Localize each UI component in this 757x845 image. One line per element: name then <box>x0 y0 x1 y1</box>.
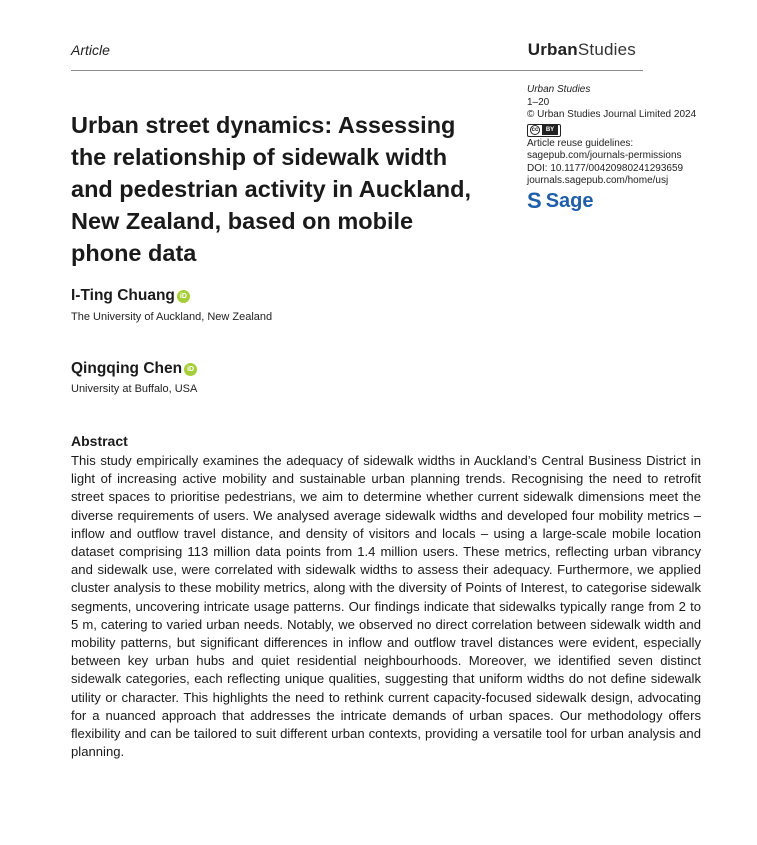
sage-logo[interactable] <box>527 187 696 213</box>
meta-journal-name: Urban Studies <box>527 84 591 95</box>
author-name-text: I-Ting Chuang <box>71 287 175 304</box>
journal-brand-bold: Urban <box>527 40 578 59</box>
orcid-icon[interactable]: iD <box>184 363 197 376</box>
meta-journal-link[interactable]: journals.sagepub.com/home/usj <box>527 175 669 186</box>
meta-pages: 1–20 <box>527 96 550 108</box>
abstract-text: This study empirically examines the adequacy of sidewalk widths in Auckland’s Central Business District in light of increasing active mobility and sustainable urban planning trends. Recognising the need to retrofit street spaces to prioritise pedestrians, we aim to determine whether current sidewalk dimensions meet the diverse requirements of users. We analysed average sidewalk widths and developed four mobility metrics – inflow and outflow travel distance, and density of visitors and locals – using a large-scale mobile location dataset comprising 113 million data points from 1.4 million users. These metrics, reflecting urban vibrancy and sidewalk use, were correlated with sidewalk widths to assess their adequacy. Furthermore, we applied cluster analysis to these mobility metrics, along with the diversity of Points of Interest, to categorise sidewalk segments, uncovering intricate usage patterns. Our findings indicate that sidewalks typically range from 2 to 5 m, catering to varied urban needs. Notably, we observed no direct correlation between sidewalk width and mobility patterns, but significant differences in inflow and outflow travel distances were evident, especially between key urban hubs and quiet residential neighbourhoods. Moreover, we identified seven distinct sidewalk categories, each reflecting unique qualities, suggesting that uniform widths do not define sidewalk utility or character. This highlights the need to rethink current capacity-focused sidewalk design, advocating for a nuanced approach that addresses the intricate demands of urban spaces. Our methodology offers flexibility and can be tailored to suit different urban contexts, providing a versatile tool for urban analysis and planning. <box>71 453 701 760</box>
author-name[interactable] <box>71 287 190 305</box>
meta-permissions-link[interactable]: sagepub.com/journals-permissions <box>527 150 682 161</box>
sage-s-icon: S <box>527 187 542 213</box>
header-divider <box>71 70 643 71</box>
abstract-heading: Abstract <box>71 433 128 449</box>
author-name-text: Qingqing Chen <box>71 360 183 377</box>
sage-wordmark: Sage <box>545 189 594 212</box>
meta-reuse-label: Article reuse guidelines: <box>527 137 634 149</box>
author-affiliation: University at Buffalo, USA <box>71 383 198 395</box>
author-affiliation: The University of Auckland, New Zealand <box>71 311 273 323</box>
publication-meta <box>527 84 696 212</box>
meta-doi[interactable]: DOI: 10.1177/00420980241293659 <box>527 162 684 174</box>
paper-title: Urban street dynamics: Assessing the relationship of sidewalk width and pedestrian activity in Auckland, New Zealand, based on mobile phone data <box>71 112 472 266</box>
journal-brand-rest: Studies <box>577 40 636 59</box>
meta-copyright: © Urban Studies Journal Limited 2024 <box>527 109 697 120</box>
orcid-icon[interactable]: iD <box>177 290 190 303</box>
article-type-label: Article <box>71 42 110 58</box>
author-name[interactable] <box>71 360 197 378</box>
cc-by-icon[interactable]: cc BY <box>527 124 561 137</box>
journal-brand-logo <box>528 40 636 60</box>
